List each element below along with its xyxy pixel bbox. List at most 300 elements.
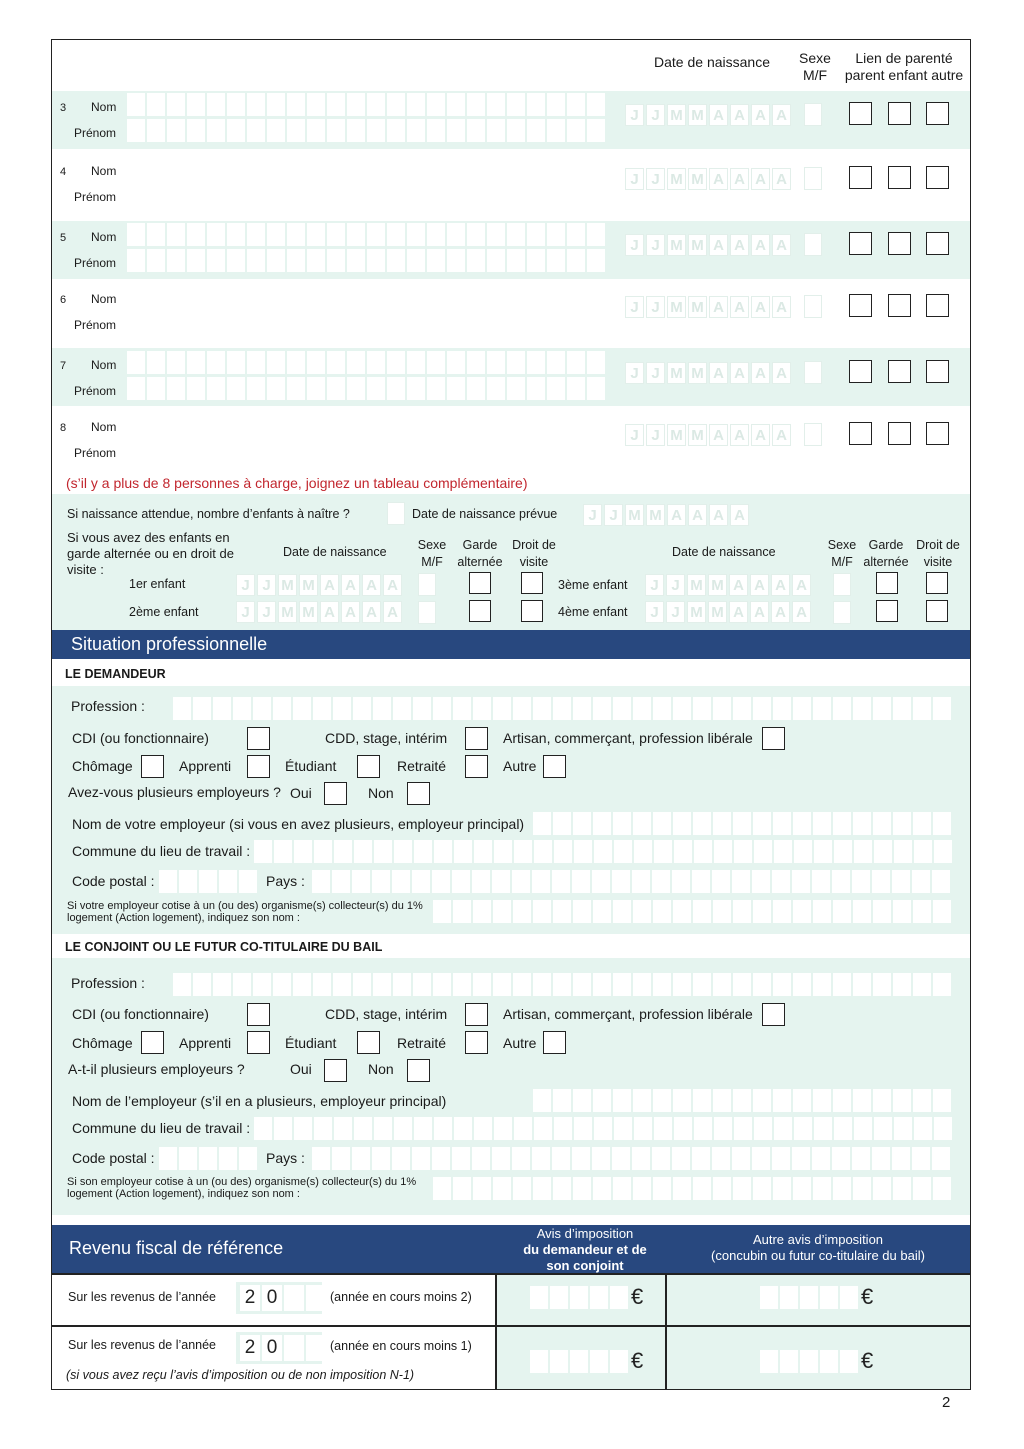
char-cell[interactable] (332, 870, 350, 893)
char-cell[interactable] (752, 870, 770, 893)
char-cell[interactable] (127, 377, 145, 400)
char-cell[interactable] (167, 157, 185, 180)
char-cell[interactable] (933, 973, 951, 996)
char-cell[interactable] (327, 119, 345, 142)
char-cell[interactable] (127, 351, 145, 374)
char-cell[interactable] (553, 1177, 571, 1200)
char-cell[interactable] (247, 439, 265, 462)
char-cell[interactable] (314, 1117, 332, 1140)
char-cell[interactable] (407, 285, 425, 308)
char-cell[interactable] (534, 840, 552, 863)
char-cell[interactable] (932, 1147, 950, 1170)
date-placeholder-cell[interactable]: A (772, 296, 791, 318)
char-cell[interactable] (267, 119, 285, 142)
date-placeholder-cell[interactable]: J (625, 104, 644, 126)
char-cell[interactable] (872, 1147, 890, 1170)
char-cell[interactable] (572, 870, 590, 893)
date-placeholder-cell[interactable]: A (771, 601, 790, 623)
char-cell[interactable] (527, 223, 545, 246)
char-cell[interactable] (693, 900, 711, 923)
spouse-commune-input[interactable] (254, 1117, 952, 1140)
date-placeholder-cell[interactable]: J (646, 234, 665, 256)
char-cell[interactable] (507, 93, 525, 116)
char-cell[interactable] (493, 697, 511, 720)
char-cell[interactable] (407, 311, 425, 334)
char-cell[interactable] (547, 157, 565, 180)
char-cell[interactable] (467, 223, 485, 246)
char-cell[interactable] (793, 900, 811, 923)
char-cell[interactable] (254, 840, 272, 863)
char-cell[interactable] (813, 697, 831, 720)
char-cell[interactable] (247, 223, 265, 246)
char-cell[interactable] (159, 1147, 177, 1170)
person-nom-input[interactable] (127, 351, 605, 374)
char-cell[interactable] (760, 1286, 778, 1309)
char-cell[interactable] (167, 119, 185, 142)
char-cell[interactable] (547, 119, 565, 142)
char-cell[interactable] (614, 1117, 632, 1140)
date-placeholder-cell[interactable]: A (751, 104, 770, 126)
person-autre-checkbox[interactable] (926, 102, 949, 125)
char-cell[interactable] (434, 840, 452, 863)
char-cell[interactable] (387, 93, 405, 116)
date-placeholder-cell[interactable]: M (688, 424, 707, 446)
char-cell[interactable] (347, 311, 365, 334)
spouse-cdd-checkbox[interactable] (465, 1003, 488, 1026)
char-cell[interactable] (407, 249, 425, 272)
char-cell[interactable] (530, 1286, 548, 1309)
date-placeholder-cell[interactable]: J (625, 424, 644, 446)
date-placeholder-cell[interactable]: A (730, 362, 749, 384)
applicant-cdi-checkbox[interactable] (247, 727, 270, 750)
char-cell[interactable] (473, 697, 491, 720)
child1-birth-date[interactable] (236, 574, 402, 596)
char-cell[interactable] (853, 1177, 871, 1200)
date-placeholder-cell[interactable]: A (709, 362, 728, 384)
date-placeholder-cell[interactable]: J (646, 104, 665, 126)
date-placeholder-cell[interactable]: A (709, 168, 728, 190)
char-cell[interactable] (287, 93, 305, 116)
char-cell[interactable] (293, 973, 311, 996)
char-cell[interactable] (547, 439, 565, 462)
date-placeholder-cell[interactable]: J (645, 601, 664, 623)
char-cell[interactable] (267, 183, 285, 206)
char-cell[interactable] (207, 223, 225, 246)
applicant-collector-input[interactable] (433, 900, 951, 923)
char-cell[interactable] (567, 311, 585, 334)
char-cell[interactable] (713, 973, 731, 996)
char-cell[interactable] (547, 249, 565, 272)
char-cell[interactable] (294, 1117, 312, 1140)
char-cell[interactable] (913, 973, 931, 996)
char-cell[interactable] (374, 1117, 392, 1140)
char-cell[interactable] (793, 973, 811, 996)
char-cell[interactable] (573, 900, 591, 923)
char-cell[interactable] (387, 223, 405, 246)
char-cell[interactable] (327, 285, 345, 308)
char-cell[interactable] (654, 1117, 672, 1140)
char-cell[interactable] (932, 870, 950, 893)
char-cell[interactable] (267, 249, 285, 272)
char-cell[interactable] (567, 249, 585, 272)
char-cell[interactable] (207, 183, 225, 206)
char-cell[interactable] (853, 697, 871, 720)
char-cell[interactable] (527, 119, 545, 142)
char-cell[interactable] (873, 1177, 891, 1200)
spouse-profession-input[interactable] (173, 973, 951, 996)
char-cell[interactable] (407, 157, 425, 180)
char-cell[interactable] (227, 157, 245, 180)
char-cell[interactable] (347, 377, 365, 400)
person-autre-checkbox[interactable] (926, 360, 949, 383)
date-placeholder-cell[interactable]: A (730, 168, 749, 190)
char-cell[interactable] (487, 119, 505, 142)
char-cell[interactable] (407, 223, 425, 246)
char-cell[interactable] (694, 840, 712, 863)
person-autre-checkbox[interactable] (926, 294, 949, 317)
char-cell[interactable] (653, 1089, 671, 1112)
char-cell[interactable] (312, 870, 330, 893)
char-cell[interactable] (593, 900, 611, 923)
date-placeholder-cell[interactable]: A (383, 601, 402, 623)
char-cell[interactable] (527, 439, 545, 462)
char-cell[interactable] (733, 1177, 751, 1200)
char-cell[interactable] (567, 439, 585, 462)
char-cell[interactable] (733, 1089, 751, 1112)
date-placeholder-cell[interactable]: A (751, 362, 770, 384)
char-cell[interactable] (507, 249, 525, 272)
char-cell[interactable] (227, 93, 245, 116)
char-cell[interactable] (693, 973, 711, 996)
char-cell[interactable] (453, 1177, 471, 1200)
char-cell[interactable] (367, 223, 385, 246)
date-placeholder-cell[interactable]: A (772, 362, 791, 384)
char-cell[interactable] (772, 870, 790, 893)
char-cell[interactable] (267, 351, 285, 374)
char-cell[interactable] (387, 157, 405, 180)
char-cell[interactable] (354, 1117, 372, 1140)
char-cell[interactable] (147, 311, 165, 334)
char-cell[interactable] (934, 840, 952, 863)
char-cell[interactable] (187, 183, 205, 206)
person-parent-checkbox[interactable] (849, 102, 872, 125)
char-cell[interactable] (253, 697, 271, 720)
child2-garde-checkbox[interactable] (469, 600, 491, 622)
char-cell[interactable] (307, 223, 325, 246)
expected-date-input[interactable] (583, 504, 749, 526)
person-birth-date-input[interactable] (625, 362, 791, 384)
char-cell[interactable] (167, 439, 185, 462)
applicant-etudiant-checkbox[interactable] (357, 755, 380, 778)
char-cell[interactable] (207, 285, 225, 308)
child1-droit-checkbox[interactable] (521, 572, 543, 594)
char-cell[interactable] (307, 377, 325, 400)
char-cell[interactable] (367, 183, 385, 206)
child3-droit-checkbox[interactable] (926, 572, 948, 594)
char-cell[interactable] (774, 840, 792, 863)
char-cell[interactable] (653, 1177, 671, 1200)
char-cell[interactable] (387, 249, 405, 272)
char-cell[interactable] (127, 93, 145, 116)
char-cell[interactable] (207, 119, 225, 142)
char-cell[interactable] (387, 119, 405, 142)
spouse-chomage-checkbox[interactable] (141, 1031, 164, 1054)
char-cell[interactable] (567, 285, 585, 308)
char-cell[interactable] (387, 439, 405, 462)
char-cell[interactable] (692, 870, 710, 893)
char-cell[interactable] (267, 223, 285, 246)
char-cell[interactable] (347, 413, 365, 436)
char-cell[interactable] (567, 119, 585, 142)
spouse-pays-input[interactable] (312, 1147, 950, 1170)
char-cell[interactable] (307, 249, 325, 272)
char-cell[interactable] (853, 1089, 871, 1112)
char-cell[interactable] (327, 157, 345, 180)
char-cell[interactable] (367, 439, 385, 462)
char-cell[interactable] (833, 697, 851, 720)
applicant-retraite-checkbox[interactable] (465, 755, 488, 778)
char-cell[interactable] (934, 1117, 952, 1140)
char-cell[interactable] (512, 1147, 530, 1170)
char-cell[interactable] (513, 697, 531, 720)
char-cell[interactable] (793, 1177, 811, 1200)
char-cell[interactable] (447, 183, 465, 206)
char-cell[interactable] (167, 223, 185, 246)
applicant-autre-checkbox[interactable] (543, 755, 566, 778)
person-sex-input[interactable] (804, 103, 822, 126)
char-cell[interactable] (474, 840, 492, 863)
char-cell[interactable] (853, 812, 871, 835)
char-cell[interactable] (313, 697, 331, 720)
char-cell[interactable] (554, 1117, 572, 1140)
char-cell[interactable] (347, 249, 365, 272)
date-placeholder-cell[interactable]: A (709, 504, 728, 526)
char-cell[interactable] (912, 1147, 930, 1170)
char-cell[interactable] (367, 119, 385, 142)
date-placeholder-cell[interactable]: J (625, 296, 644, 318)
char-cell[interactable] (914, 840, 932, 863)
char-cell[interactable] (467, 157, 485, 180)
char-cell[interactable] (487, 223, 505, 246)
char-cell[interactable] (274, 840, 292, 863)
char-cell[interactable] (773, 973, 791, 996)
char-cell[interactable] (914, 1117, 932, 1140)
char-cell[interactable] (352, 870, 370, 893)
char-cell[interactable] (572, 1147, 590, 1170)
char-cell[interactable] (147, 377, 165, 400)
person-nom-input[interactable] (127, 285, 605, 308)
char-cell[interactable] (414, 1117, 432, 1140)
char-cell[interactable] (147, 93, 165, 116)
char-cell[interactable] (893, 697, 911, 720)
char-cell[interactable] (567, 223, 585, 246)
char-cell[interactable] (612, 1147, 630, 1170)
char-cell[interactable] (547, 351, 565, 374)
char-cell[interactable] (507, 413, 525, 436)
char-cell[interactable] (127, 285, 145, 308)
char-cell[interactable] (573, 1177, 591, 1200)
char-cell[interactable] (514, 1117, 532, 1140)
char-cell[interactable] (187, 249, 205, 272)
char-cell[interactable] (367, 413, 385, 436)
char-cell[interactable] (547, 377, 565, 400)
char-cell[interactable] (179, 1147, 197, 1170)
person-enfant-checkbox[interactable] (888, 232, 911, 255)
char-cell[interactable] (414, 840, 432, 863)
char-cell[interactable] (552, 1147, 570, 1170)
char-cell[interactable] (487, 413, 505, 436)
date-placeholder-cell[interactable]: M (667, 168, 686, 190)
char-cell[interactable] (852, 870, 870, 893)
char-cell[interactable] (173, 697, 191, 720)
char-cell[interactable] (933, 812, 951, 835)
char-cell[interactable] (590, 1350, 608, 1373)
char-cell[interactable] (393, 973, 411, 996)
char-cell[interactable] (467, 351, 485, 374)
year-digit-empty[interactable] (306, 1285, 326, 1311)
char-cell[interactable] (652, 870, 670, 893)
char-cell[interactable] (874, 1117, 892, 1140)
char-cell[interactable] (267, 157, 285, 180)
person-prenom-input[interactable] (127, 311, 605, 334)
char-cell[interactable] (573, 697, 591, 720)
char-cell[interactable] (327, 377, 345, 400)
char-cell[interactable] (780, 1350, 798, 1373)
char-cell[interactable] (187, 413, 205, 436)
char-cell[interactable] (673, 1177, 691, 1200)
char-cell[interactable] (587, 119, 605, 142)
char-cell[interactable] (813, 1089, 831, 1112)
date-placeholder-cell[interactable]: J (646, 424, 665, 446)
applicant-pays-input[interactable] (312, 870, 950, 893)
person-enfant-checkbox[interactable] (888, 360, 911, 383)
char-cell[interactable] (327, 439, 345, 462)
char-cell[interactable] (754, 1117, 772, 1140)
date-placeholder-cell[interactable]: A (709, 424, 728, 446)
char-cell[interactable] (713, 812, 731, 835)
char-cell[interactable] (247, 351, 265, 374)
date-placeholder-cell[interactable]: A (383, 574, 402, 596)
char-cell[interactable] (472, 1147, 490, 1170)
char-cell[interactable] (573, 973, 591, 996)
date-placeholder-cell[interactable]: A (730, 424, 749, 446)
char-cell[interactable] (313, 973, 331, 996)
char-cell[interactable] (314, 840, 332, 863)
char-cell[interactable] (407, 351, 425, 374)
char-cell[interactable] (792, 870, 810, 893)
char-cell[interactable] (392, 870, 410, 893)
char-cell[interactable] (513, 1177, 531, 1200)
char-cell[interactable] (632, 1147, 650, 1170)
date-placeholder-cell[interactable]: M (667, 424, 686, 446)
char-cell[interactable] (933, 697, 951, 720)
char-cell[interactable] (447, 285, 465, 308)
char-cell[interactable] (692, 1147, 710, 1170)
char-cell[interactable] (474, 1117, 492, 1140)
char-cell[interactable] (387, 351, 405, 374)
char-cell[interactable] (287, 439, 305, 462)
char-cell[interactable] (327, 223, 345, 246)
char-cell[interactable] (273, 697, 291, 720)
char-cell[interactable] (294, 840, 312, 863)
char-cell[interactable] (267, 285, 285, 308)
char-cell[interactable] (507, 351, 525, 374)
char-cell[interactable] (293, 697, 311, 720)
char-cell[interactable] (527, 413, 545, 436)
char-cell[interactable] (613, 973, 631, 996)
char-cell[interactable] (452, 1147, 470, 1170)
char-cell[interactable] (873, 1089, 891, 1112)
date-placeholder-cell[interactable]: A (688, 504, 707, 526)
applicant-chomage-checkbox[interactable] (141, 755, 164, 778)
char-cell[interactable] (487, 285, 505, 308)
date-placeholder-cell[interactable]: A (751, 424, 770, 446)
date-placeholder-cell[interactable]: M (278, 574, 297, 596)
char-cell[interactable] (833, 1177, 851, 1200)
date-placeholder-cell[interactable]: M (278, 601, 297, 623)
char-cell[interactable] (127, 157, 145, 180)
char-cell[interactable] (427, 249, 445, 272)
date-placeholder-cell[interactable]: J (236, 574, 255, 596)
revenu-row2-year-input[interactable] (240, 1335, 326, 1361)
child3-sex[interactable] (833, 573, 851, 596)
date-placeholder-cell[interactable]: M (667, 234, 686, 256)
char-cell[interactable] (527, 311, 545, 334)
char-cell[interactable] (407, 93, 425, 116)
char-cell[interactable] (594, 840, 612, 863)
date-placeholder-cell[interactable]: M (687, 601, 706, 623)
person-sex-input[interactable] (804, 167, 822, 190)
char-cell[interactable] (227, 119, 245, 142)
char-cell[interactable] (347, 93, 365, 116)
char-cell[interactable] (793, 1089, 811, 1112)
person-birth-date-input[interactable] (625, 424, 791, 446)
person-autre-checkbox[interactable] (926, 166, 949, 189)
char-cell[interactable] (614, 840, 632, 863)
char-cell[interactable] (853, 973, 871, 996)
char-cell[interactable] (427, 223, 445, 246)
char-cell[interactable] (207, 413, 225, 436)
date-placeholder-cell[interactable]: A (362, 601, 381, 623)
char-cell[interactable] (633, 973, 651, 996)
char-cell[interactable] (673, 973, 691, 996)
char-cell[interactable] (653, 973, 671, 996)
char-cell[interactable] (247, 93, 265, 116)
date-placeholder-cell[interactable]: J (625, 234, 644, 256)
char-cell[interactable] (814, 1117, 832, 1140)
char-cell[interactable] (407, 119, 425, 142)
char-cell[interactable] (833, 900, 851, 923)
char-cell[interactable] (752, 1147, 770, 1170)
char-cell[interactable] (412, 1147, 430, 1170)
char-cell[interactable] (454, 1117, 472, 1140)
char-cell[interactable] (753, 900, 771, 923)
char-cell[interactable] (327, 351, 345, 374)
person-nom-input[interactable] (127, 93, 605, 116)
char-cell[interactable] (427, 311, 445, 334)
char-cell[interactable] (587, 93, 605, 116)
applicant-apprenti-checkbox[interactable] (247, 755, 270, 778)
date-placeholder-cell[interactable]: J (257, 574, 276, 596)
char-cell[interactable] (832, 870, 850, 893)
char-cell[interactable] (674, 840, 692, 863)
char-cell[interactable] (167, 285, 185, 308)
char-cell[interactable] (492, 870, 510, 893)
char-cell[interactable] (267, 439, 285, 462)
char-cell[interactable] (573, 812, 591, 835)
char-cell[interactable] (434, 1117, 452, 1140)
char-cell[interactable] (447, 119, 465, 142)
